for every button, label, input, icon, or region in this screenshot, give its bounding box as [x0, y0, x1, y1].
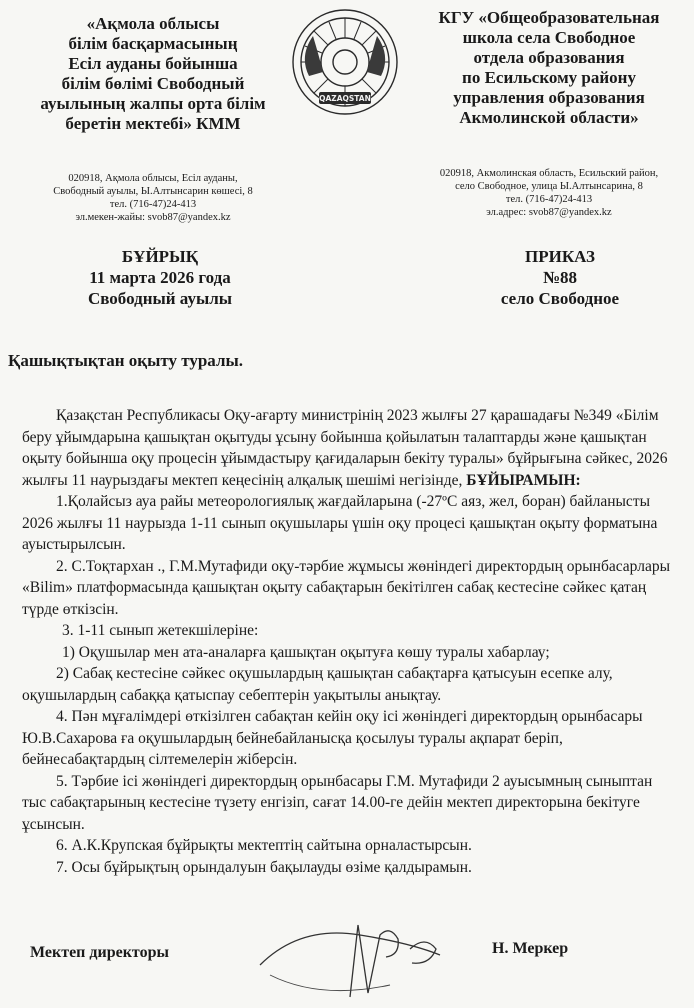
header-right-line: Акмолинской области» — [459, 108, 639, 127]
address-line: тел. (716-47)24-413 — [505, 194, 593, 205]
header-right-line: управления образования — [453, 88, 645, 107]
address-left — [28, 172, 278, 224]
item-3: 3. 1-11 сынып жетекшілеріне: — [62, 622, 259, 639]
header-left-line: ауылының жалпы орта білім — [40, 94, 266, 113]
header-right-line: КГУ «Общеобразовательная — [438, 8, 660, 27]
subitem-1: 1) Оқушылар мен ата-аналарға қашықтан оқытуға көшу туралы хабарлау; — [62, 643, 550, 661]
header-left-org — [28, 14, 278, 134]
emblem-label: QAZAQSTAN — [319, 94, 371, 103]
order-body — [22, 405, 672, 878]
item-5: 5. Тәрбие ісі жөніндегі директордың орынбасары Г.М. Мутафиди 2 ауысымның сыныптан тыс сабақтарының кестесіне түзету енгізіп, сағат 14.00-ге дейін мектеп директорына бекітуге ұсынсын. — [22, 772, 653, 833]
state-emblem-icon — [289, 6, 401, 118]
header-left-line: білім бөлімі Свободный — [61, 74, 245, 93]
order-date: 11 марта 2026 года — [89, 268, 231, 287]
order-right-block — [450, 246, 670, 309]
header-left-line: «Ақмола облысы — [86, 14, 220, 33]
order-left-block — [50, 246, 270, 309]
item-6: 6. А.К.Крупская бұйрықты мектептің сайтына орналастырсын. — [56, 837, 472, 854]
intro-text: Қазақстан Республикасы Оқу-ағарту министрінің 2023 жылғы 27 қарашадағы №349 «Білім беру ұйымдарына қашықтан оқытуды ұсыну бойынша қойылатын талаптарды және қашықтан оқыту бойынша оқу процесін ұйымдастыру қағидаларын бекіту туралы» бұйрығына сәйкес, 2026 жылғы 11 наурыздағы мектеп кеңесінің алқалық шешімі негізінде, — [22, 407, 668, 489]
address-line: село Свободное, улица Ы.Алтынсарина, 8 — [455, 181, 643, 192]
header-right-line: отдела образования — [473, 48, 625, 67]
order-subject: Қашықтықтан оқыту туралы. — [8, 351, 244, 370]
address-right — [418, 167, 680, 219]
command-word: БҰЙЫРАМЫН: — [466, 471, 581, 489]
header-right-line: по Есильскому району — [462, 68, 636, 87]
order-title-kz: БҰЙРЫҚ — [121, 247, 199, 266]
address-line: 020918, Ақмола облысы, Есіл ауданы, — [68, 173, 238, 184]
item-4: 4. Пән мұғалімдері өткізілген сабақтан кейін оқу ісі жөніндегі директордың орынбасары Ю.В.Сахарова ға оқушылардың бейнебайланысқа қосылуы туралы ақпарат беріп, бейнесабақтардың сілтемелерін жіберсін. — [22, 708, 643, 768]
header-right-line: школа села Свободное — [462, 28, 636, 47]
address-line: 020918, Акмолинская область, Есильский район, — [439, 168, 659, 179]
order-number: №88 — [542, 268, 578, 287]
signature-name: Н. Меркер — [492, 940, 569, 957]
order-place-kz: Свободный ауылы — [87, 289, 233, 308]
signature-position: Мектеп директоры — [30, 944, 169, 961]
address-line: Свободный ауылы, Ы.Алтынсарин көшесі, 8 — [53, 186, 253, 197]
header-left-line: білім басқармасының — [68, 34, 238, 53]
subitem-2: 2) Сабақ кестесіне сәйкес оқушылардың қашықтан сабақтарға қатысуын есепке алу, оқушылардың сабаққа қатыспау себептерін уақытылы анықтау. — [22, 665, 613, 704]
item-2: 2. С.Тоқтархан ., Г.М.Мутафиди оқу-тәрбие жұмысы жөніндегі директордың орынбасарлары «Bilim» платформасында қашықтан оқыту сабақтарын бекітілген сабақ кестесіне сәйкес қатаң түрде өткізсін. — [22, 557, 670, 618]
order-place-ru: село Свободное — [500, 289, 620, 308]
intro-paragraph — [22, 405, 672, 491]
address-line: эл.мекен-жайы: svob87@yandex.kz — [75, 212, 231, 223]
address-line: эл.адрес: svob87@yandex.kz — [486, 207, 612, 218]
signature-scribble — [240, 905, 480, 1005]
order-title-ru: ПРИКАЗ — [525, 247, 595, 266]
item-1: 1.Қолайсыз ауа райы метеорологиялық жағдайларына (-27ºС аяз, жел, боран) байланысты 2026 жылғы 11 наурызда 1-11 сынып оқушылары үшін оқу процесі қашықтан оқыту форматына ауыстырылсын. — [22, 493, 658, 553]
item-7: 7. Осы бұйрықтың орындалуын бақылауды өзіме қалдырамын. — [56, 858, 472, 876]
header-right-org — [418, 8, 680, 128]
header-left-line: Есіл ауданы бойынша — [68, 54, 238, 73]
address-line: тел. (716-47)24-413 — [109, 199, 197, 210]
header-left-line: беретін мектебі» КММ — [65, 114, 241, 133]
